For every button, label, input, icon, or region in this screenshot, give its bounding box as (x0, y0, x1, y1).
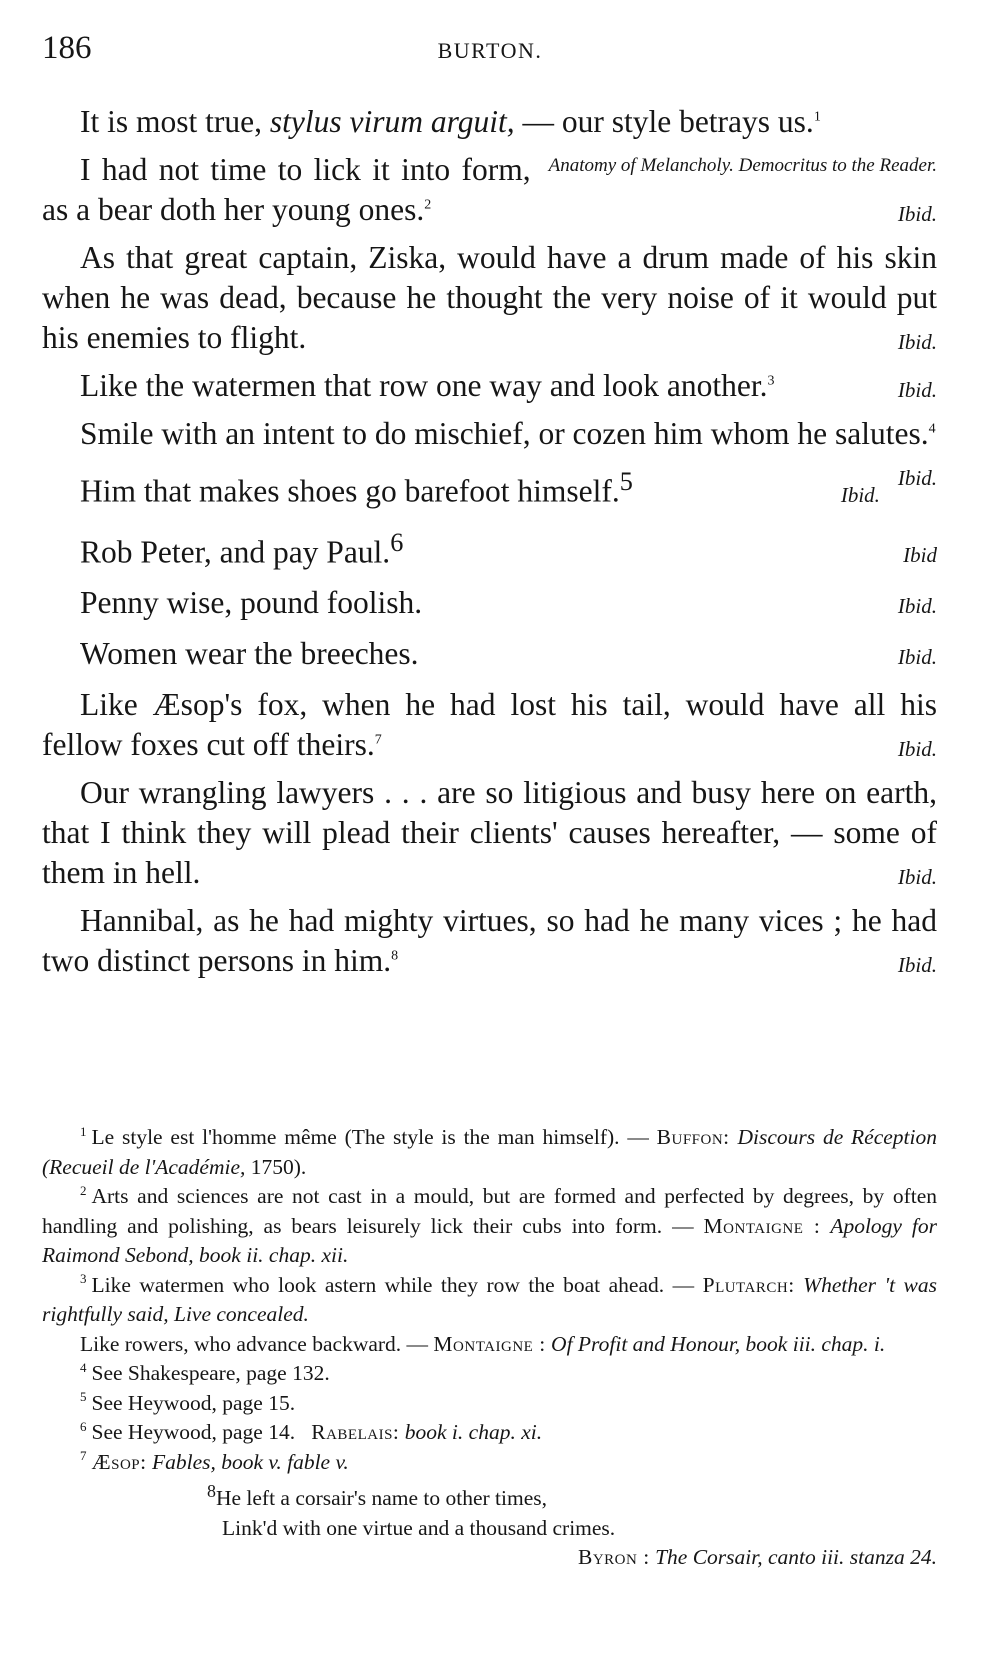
footnote-8-verse-line-1: $^8$He left a corsair's name to other times, (207, 1481, 547, 1511)
quotation-source: Ibid. (897, 466, 937, 490)
quotation-10: Like Æsop's fox, when he had lost his tail, would have all his fellow foxes cut off theirs.$^7$ Ibid. (42, 685, 937, 765)
quotations (42, 102, 937, 989)
quotation-1: It is most true, stylus virum arguit, — our style betrays us.$^1$ Anatomy of Melancholy. Democritus to the Reader. (42, 102, 937, 142)
quotation-9: Women wear the breeches. Ibid. (42, 634, 937, 677)
quotation-source: Ibid. (897, 645, 937, 669)
footnote-8-verse-line-2: Link'd with one virtue and a thousand crimes. (222, 1515, 616, 1540)
quotation-source: Ibid. (897, 953, 937, 977)
quotation-source: Ibid (903, 543, 937, 567)
footnote-3: $^3$ Like watermen who look astern while they row the boat ahead. — Plutarch: Whether 't was rightfully said, Live concealed. (42, 1271, 938, 1326)
quotation-source: Ibid. (840, 482, 880, 507)
footnote-1: $^1$ Le style est l'homme même (The style is the man himself). — Buffon: Discours de Réception (Recueil de l'Académie, 1750). (42, 1123, 938, 1179)
quotation-7: Rob Peter, and pay Paul.$^6$ Ibid (42, 523, 937, 576)
footnote-6: $^6$ See Heywood, page 14. Rabelais: book i. chap. xi. (80, 1418, 543, 1444)
footnote-7: $^7$ Æsop: Fables, book v. fable v. (80, 1448, 349, 1474)
page-number: 186 (42, 30, 92, 66)
footnotes (42, 1123, 937, 1573)
quotation-8: Penny wise, pound foolish. Ibid. (42, 583, 937, 626)
quotation-4: Like the watermen that row one way and look another.$^3$ Ibid. (42, 366, 937, 406)
footnote-5: $^5$ See Heywood, page 15. (80, 1389, 296, 1415)
quotation-source: Anatomy of Melancholy. Democritus to the Reader. (548, 155, 937, 176)
quotation-12: Hannibal, as he had mighty virtues, so had he many vices ; he had two distinct persons in him.$^8$ Ibid. (42, 901, 937, 981)
footnote-8-attribution: Byron : The Corsair, canto iii. stanza 24. (577, 1545, 937, 1570)
quotation-11: Our wrangling lawyers . . . are so litigious and busy here on earth, that I think they will plead their clients' causes hereafter, — some of them in hell. Ibid. (42, 773, 937, 893)
quotation-source: Ibid. (897, 378, 937, 402)
quotation-source: Ibid. (897, 865, 937, 889)
quotation-source: Ibid. (897, 202, 937, 226)
footnote-4: $^4$ See Shakespeare, page 132. (80, 1359, 330, 1385)
quotation-3: As that great captain, Ziska, would have a drum made of his skin when he was dead, because he thought the very noise of it would put his enemies to flight. Ibid. (42, 238, 937, 358)
quotation-6: Him that makes shoes go barefoot himself.$^5$ Ibid. (42, 462, 880, 515)
quotation-source: Ibid. (897, 330, 937, 354)
quotation-5: Smile with an intent to do mischief, or cozen him whom he salutes.$^4$ Ibid. (42, 414, 937, 454)
quotation-source: Ibid. (897, 594, 937, 618)
footnote-2: $^2$ Arts and sciences are not cast in a mould, but are formed and perfected by degrees, by often handling and polishing, as bears leisurely lick their cubs into form. — Montaigne : Apology for Raimond Sebond, book ii. chap. xii. (42, 1182, 937, 1267)
quotation-2: I had not time to lick it into form, as a bear doth her young ones.$^2$ Ibid. (42, 150, 937, 230)
running-head: BURTON. (437, 38, 543, 63)
footnote-3-continued: Like rowers, who advance backward. — Montaigne : Of Profit and Honour, book iii. chap. i. (80, 1331, 886, 1356)
quotation-source: Ibid. (897, 737, 937, 761)
page-header (42, 30, 938, 70)
